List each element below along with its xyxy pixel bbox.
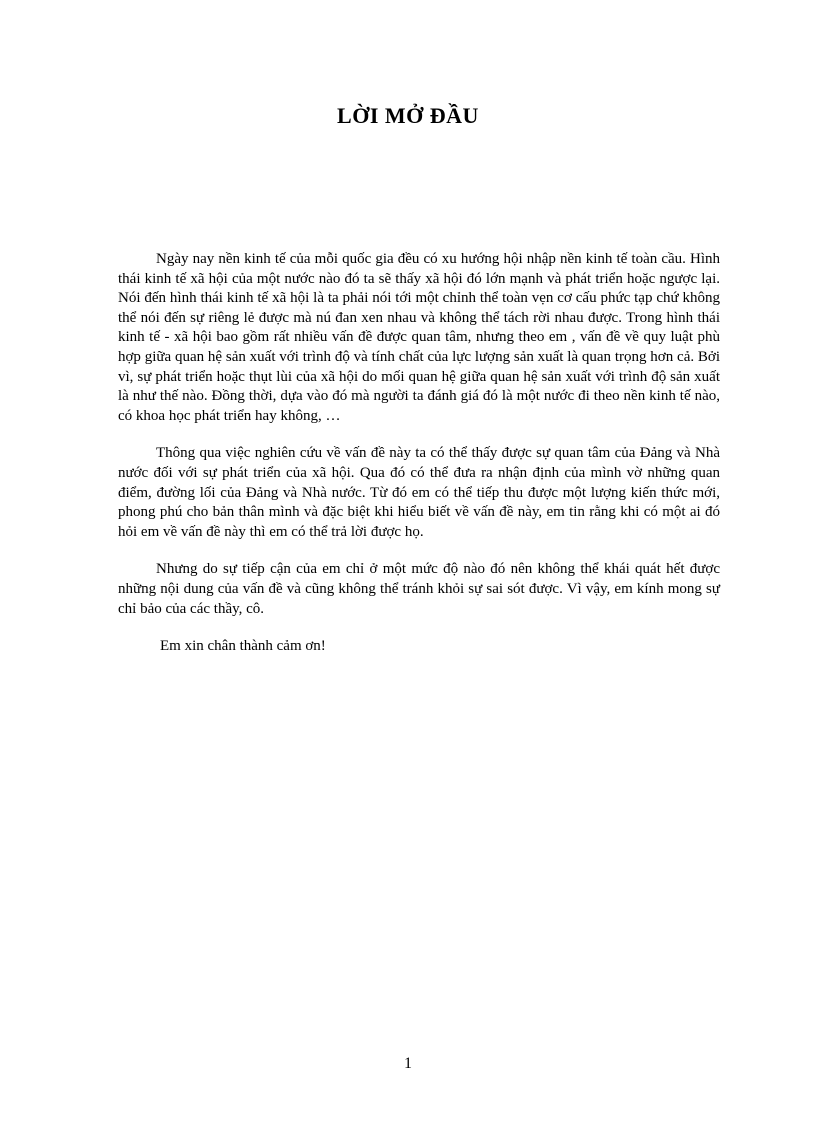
closing-line: Em xin chân thành cảm ơn!: [160, 638, 326, 655]
paragraph-2: Thông qua việc nghiên cứu về vấn đề này ta có thể thấy được sự quan tâm của Đảng và Nhà nước đối với sự phát triển của xã hội. Qua đó có thể đưa ra nhận định của mình vờ những quan điểm, đường lối của Đảng và Nhà nước. Từ đó em có thể tiếp thu được một lượng kiến thức mới, phong phú cho bản thân mình và đặc biệt khi hiểu biết về vấn đề này, em tin rằng khi có một ai đó hỏi em về vấn đề này thì em có thể trả lời được họ.: [118, 445, 720, 540]
page-number: 1: [404, 1055, 412, 1072]
page-title: LỜI MỞ ĐẦU: [337, 103, 479, 128]
paragraph-1: Ngày nay nền kinh tế của mỗi quốc gia đều có xu hướng hội nhập nền kinh tế toàn cầu. Hình thái kinh tế xã hội của một nước nào đó ta sẽ thấy xã hội đó lớn mạnh và phát triển hoặc ngược lại. Nói đến hình thái kinh tế xã hội là ta phải nói tới một chỉnh thể toàn vẹn cơ cấu phức tạp chứ không thể nói đến sự riêng lẻ được mà nú đan xen nhau và không thể tách rời nhau được. Trong hình thái kinh tế - xã hội bao gồm rất nhiều vấn đề được quan tâm, nhưng theo em , vấn đề về quy luật phù hợp giữa quan hệ sản xuất với trình độ và tính chất của lực lượng sản xuất là quan trọng hơn cả. Bởi vì, sự phát triển hoặc thụt lùi của xã hội do mối quan hệ giữa quan hệ sản xuất với trình độ sản xuất là như thế nào. Đồng thời, dựa vào đó mà người ta đánh giá đó là một nước đi theo nền kinh tế nào, có khoa học phát triển hay không, …: [118, 251, 720, 424]
paragraph-3: Nhưng do sự tiếp cận của em chỉ ở một mức độ nào đó nên không thể khái quát hết được những nội dung của vấn đề và cũng không thể tránh khỏi sự sai sót được. Vì vậy, em kính mong sự chỉ bảo của các thầy, cô.: [118, 561, 720, 617]
document-body: [118, 250, 720, 657]
